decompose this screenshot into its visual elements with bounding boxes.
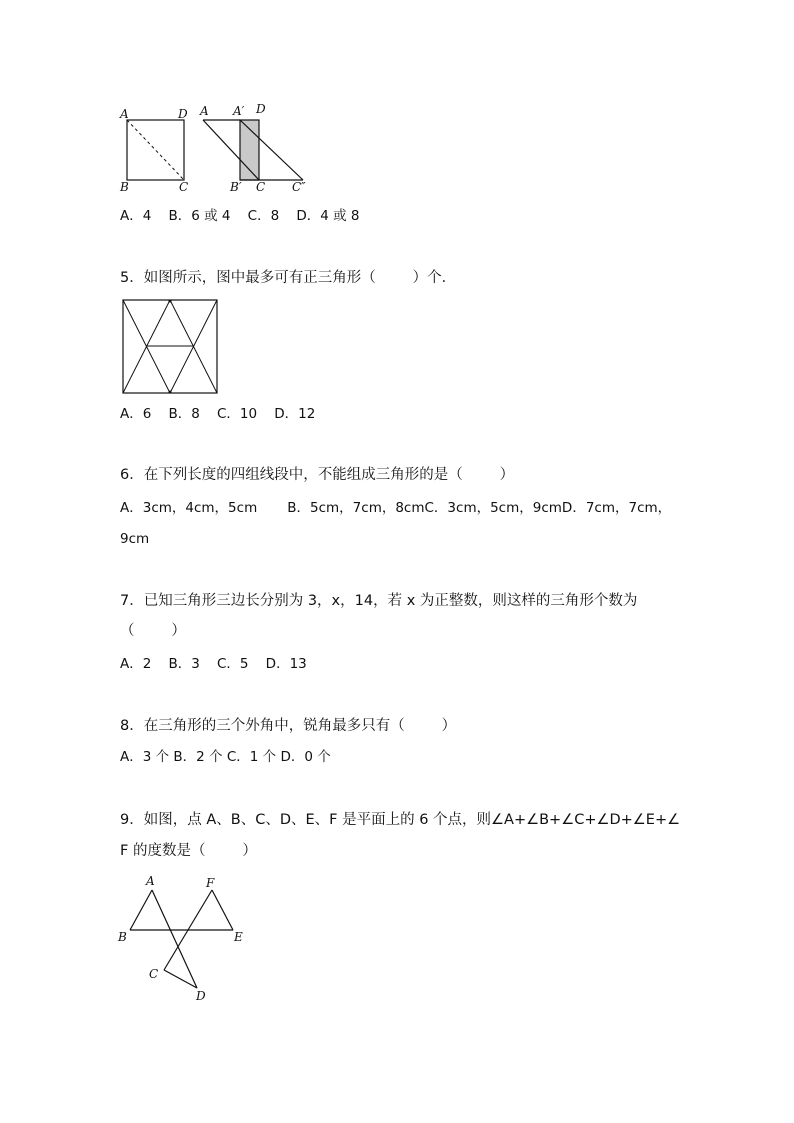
square-diagonal: [127, 120, 184, 180]
q7-stem-line1: 7．已知三角形三边长分别为 3，x，14，若 x 为正整数，则这样的三角形个数为: [120, 593, 638, 609]
top-point: [169, 300, 172, 303]
line-B-A: [130, 890, 152, 930]
label-A-prime: A′: [233, 104, 245, 118]
line-A-D: [152, 890, 197, 988]
label-B-prime: B′: [230, 180, 242, 194]
label-F: F: [206, 876, 215, 890]
line-E-F: [212, 890, 233, 930]
label-A: A: [146, 874, 155, 888]
line-C-D: [164, 970, 197, 988]
q7-options: A．2 B．3 C．5 D．13: [120, 656, 307, 672]
label-A: A: [200, 104, 209, 118]
q4-square-figure: [115, 100, 195, 195]
label-B: B: [120, 180, 129, 194]
q6-stem: 6．在下列长度的四组线段中，不能组成三角形的是（ ）: [120, 467, 515, 483]
label-D: D: [178, 107, 188, 121]
label-D: D: [196, 989, 206, 1003]
q7-stem-line2: （ ）: [120, 623, 186, 639]
label-C: C: [149, 967, 159, 981]
q5-triangles-figure: [122, 299, 218, 395]
q5-stem: 5．如图所示，图中最多可有正三角形（ ）个．: [120, 270, 457, 286]
q4-parallelogram-figure: [195, 98, 315, 196]
label-B: B: [118, 930, 127, 944]
label-C: C: [179, 180, 189, 194]
q9-stem-line2: F 的度数是（ ）: [120, 843, 257, 859]
label-C-double-prime: C″: [292, 180, 306, 194]
q4-options: A．4 B．6 或 4 C．8 D．4 或 8: [120, 208, 360, 224]
q8-options: A．3 个 B．2 个 C．1 个 D．0 个: [120, 749, 331, 765]
q8-stem: 8．在三角形的三个外角中，锐角最多只有（ ）: [120, 718, 457, 734]
q9-stem-line1: 9．如图，点 A、B、C、D、E、F 是平面上的 6 个点，则∠A+∠B+∠C+∠D+∠E+∠: [120, 812, 681, 828]
q6-options-line1: A．3cm，4cm，5cm B．5cm，7cm，8cmC．3cm，5cm，9cmD．7cm，7cm，: [120, 500, 672, 516]
label-E: E: [234, 930, 243, 944]
label-C: C: [256, 180, 266, 194]
bottom-point: [169, 391, 172, 394]
q9-points-figure: [115, 870, 255, 1010]
label-D: D: [256, 102, 266, 116]
q6-options-line2: 9cm: [120, 531, 150, 547]
label-A: A: [120, 107, 129, 121]
q5-options: A．6 B．8 C．10 D．12: [120, 406, 316, 422]
